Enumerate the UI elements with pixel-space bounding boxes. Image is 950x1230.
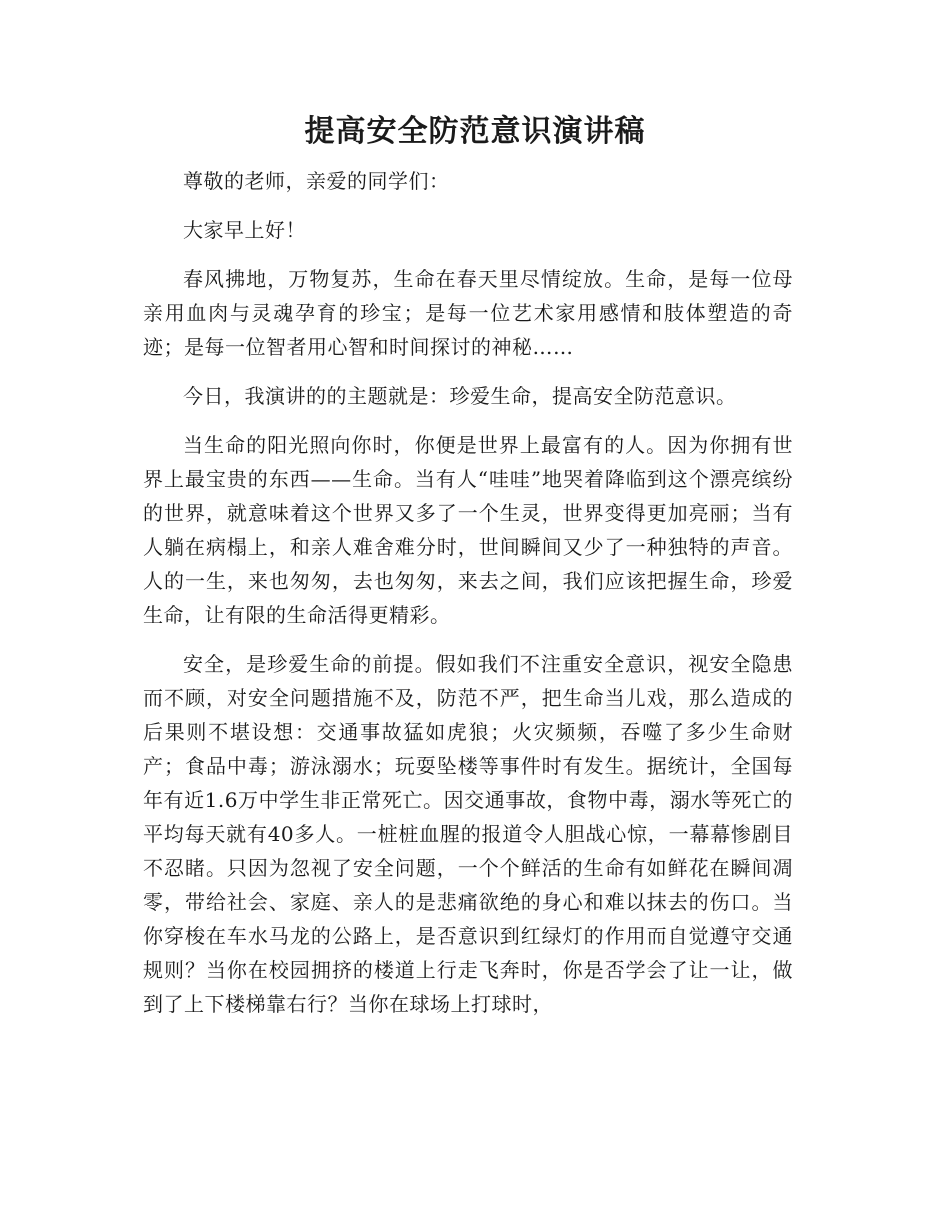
paragraph-spring: 春风拂地，万物复苏，生命在春天里尽情绽放。生命，是每一位母亲用血肉与灵魂孕育的珍宝；是每一位艺术家用感情和肢体塑造的奇迹；是每一位智者用心智和时间探讨的神秘…… (143, 267, 793, 359)
document-body (143, 164, 793, 1036)
paragraph-salutation: 尊敬的老师，亲爱的同学们： (183, 169, 450, 193)
paragraph-theme: 今日，我演讲的的主题就是：珍爱生命，提高安全防范意识。 (183, 384, 737, 408)
document-title: 提高安全防范意识演讲稿 (304, 114, 646, 149)
paragraph-life: 当生命的阳光照向你时，你便是世界上最富有的人。因为你拥有世界上最宝贵的东西——生命。当有人“哇哇”地哭着降临到这个漂亮缤纷的世界，就意味着这个世界又多了一个生灵，世界变得更加亮丽；当有人躺在病榻上，和亲人难舍难分时，世间瞬间又少了一种独特的声音。人的一生，来也匆匆，去也匆匆，来去之间，我们应该把握生命，珍爱生命，让有限的生命活得更精彩。 (143, 433, 793, 627)
paragraph-safety: 安全，是珍爱生命的前提。假如我们不注重安全意识，视安全隐患而不顾，对安全问题措施不及，防范不严，把生命当儿戏，那么造成的后果则不堪设想：交通事故猛如虎狼；火灾频频，吞噬了多少生命财产；食品中毒；游泳溺水；玩耍坠楼等事件时有发生。据统计，全国每年有近1.6万中学生非正常死亡。因交通事故，食物中毒，溺水等死亡的平均每天就有40多人。一桩桩血腥的报道令人胆战心惊，一幕幕惨剧目不忍睹。只因为忽视了安全问题，一个个鲜活的生命有如鲜花在瞬间凋零，带给社会、家庭、亲人的是悲痛欲绝的身心和难以抹去的伤口。当你穿梭在车水马龙的公路上，是否意识到红绿灯的作用而自觉遵守交通规则？当你在校园拥挤的楼道上行走飞奔时，你是否学会了让一让，做到了上下楼梯靠右行？当你在球场上打球时， (143, 652, 793, 1016)
paragraph-greeting: 大家早上好！ (183, 218, 306, 242)
